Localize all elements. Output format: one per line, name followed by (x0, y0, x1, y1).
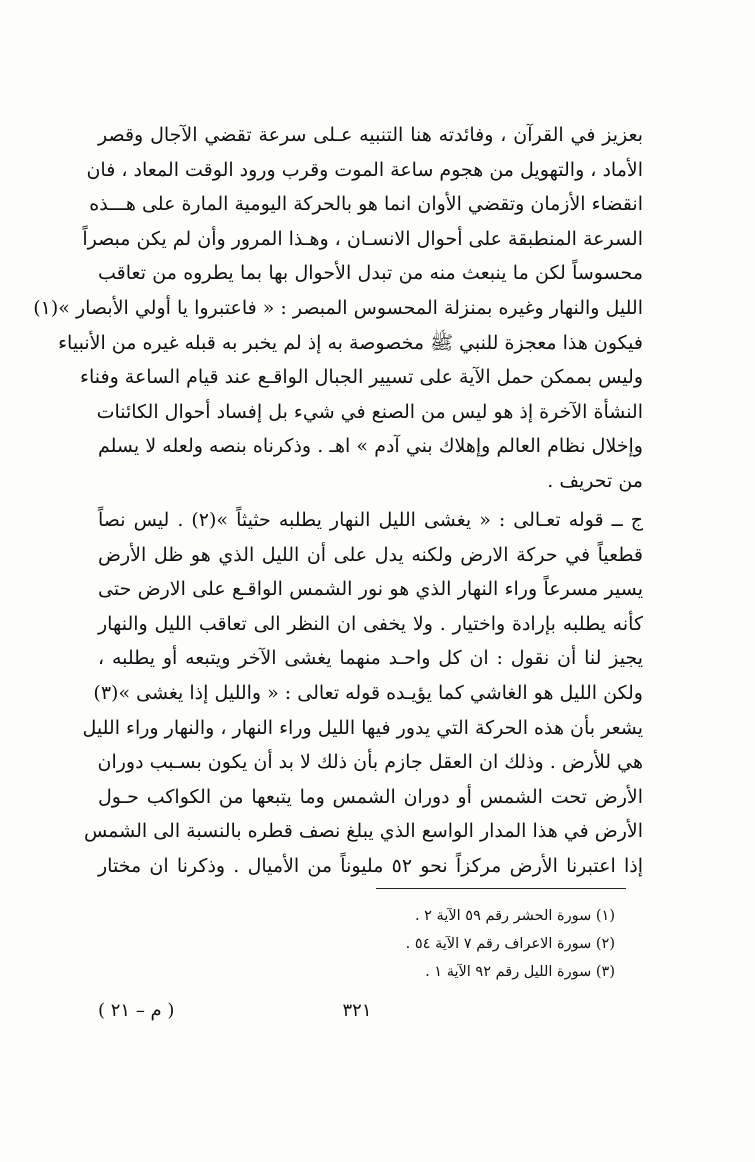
text-line: وإخلال نظام العالم وإهلاك بني آدم » اهـ . وذكرناه بنصه ولعله لا يسلم (98, 435, 643, 458)
text-line: انقضاء الأزمان وتقضي الأوان انما هو بالحركة اليومية المارة على هـــذه (89, 193, 643, 216)
text-line: من تحريف . (547, 469, 643, 492)
text-line: السرعة المنطبقة على أحوال الانسـان ، وهـذا المرور وأن لم يكن مبصراً (82, 227, 643, 250)
paragraph-1 (33, 118, 643, 499)
footnotes (315, 902, 615, 986)
text-line: إذا اعتبرنا الأرض مركزاً نحو ٥٢ مليوناً من الأميال . وذكرنا ان مختار (98, 854, 643, 877)
footnote-divider (376, 888, 626, 889)
text-line: الأماد ، والتهويل من هجوم ساعة الموت وقرب ورود الوقت المعاد ، فان (86, 158, 643, 181)
paragraph-2 (82, 503, 643, 884)
text-line: هي للأرض . وذلك ان العقل جازم بأن ذلك لا بد أن يكون بسـبب دوران (97, 751, 643, 774)
footnote-1: (١) سورة الحشر رقم ٥٩ الآية ٢ . (414, 908, 615, 924)
text-line: الأرض تحت الشمس أو دوران الشمس وما يتبعها من الكواكب حـول (98, 785, 643, 808)
text-line: وليس بممكن حمل الآية على تسيير الجبال الواقـع عند قيام الساعة وفناء (80, 366, 643, 389)
text-line: ج ــ قوله تعـالى : « يغشى الليل النهار يطلبه حثيثاً »(٢) . ليس نصاً (98, 509, 643, 531)
text-line: يسير مسرعاً وراء النهار الذي هو نور الشمس الواقـع على الارض حتى (98, 578, 643, 601)
text-line: بعزيز في القرآن ، وفائدته هنا التنبيه عـلى سرعة تقضي الآجال وقصر (98, 124, 643, 146)
text-line: يشعر بأن هذه الحركة التي يدور فيها الليل وراء النهار ، والنهار وراء الليل (82, 716, 643, 739)
text-line: كأنه يطلبه بإرادة واختيار . ولا يخفى ان النظر الى تعاقب الليل والنهار (98, 612, 643, 635)
printer-signature-mark: ( م – ٢١ ) (98, 1000, 175, 1021)
footnote-3: (٣) سورة الليل رقم ٩٢ الآية ١ . (425, 964, 615, 980)
page-number: ٣٢١ (342, 1000, 372, 1021)
text-line: الأرض في هذا المدار الواسع الذي يبلغ نصف قطره بالنسبة الى الشمس (83, 820, 643, 843)
text-line: يجيز لنا أن نقول : ان كل واحـد منهما يغشى الآخر ويتبعه أو يطلبه ، (98, 647, 643, 670)
text-line: محسوساً لكن ما ينبعث منه من تبدل الأحوال بها بما يطروه من تعاقب (98, 262, 643, 285)
text-line: الليل والنهار وغيره بمنزلة المحسوس المبصر : « فاعتبروا يا أولي الأبصار »(١) (33, 296, 643, 319)
text-line: النشأة الآخرة إذ هو ليس من الصنع في شيء بل إفساد أحوال الكائنات (96, 400, 643, 423)
footnote-2: (٢) سورة الاعراف رقم ٧ الآية ٥٤ . (405, 936, 615, 952)
text-line: قطعياً في حركة الارض ولكنه يدل على أن الليل الذي هو ظل الأرض (98, 543, 643, 566)
text-line: ولكن الليل هو الغاشي كما يؤيـده قوله تعالى : « والليل إذا يغشى »(٣) (93, 681, 643, 704)
text-line: فيكون هذا معجزة للنبي ﷺ مخصوصة به إذ لم يخبر به قبله غيره من الأنبياء (58, 331, 643, 354)
